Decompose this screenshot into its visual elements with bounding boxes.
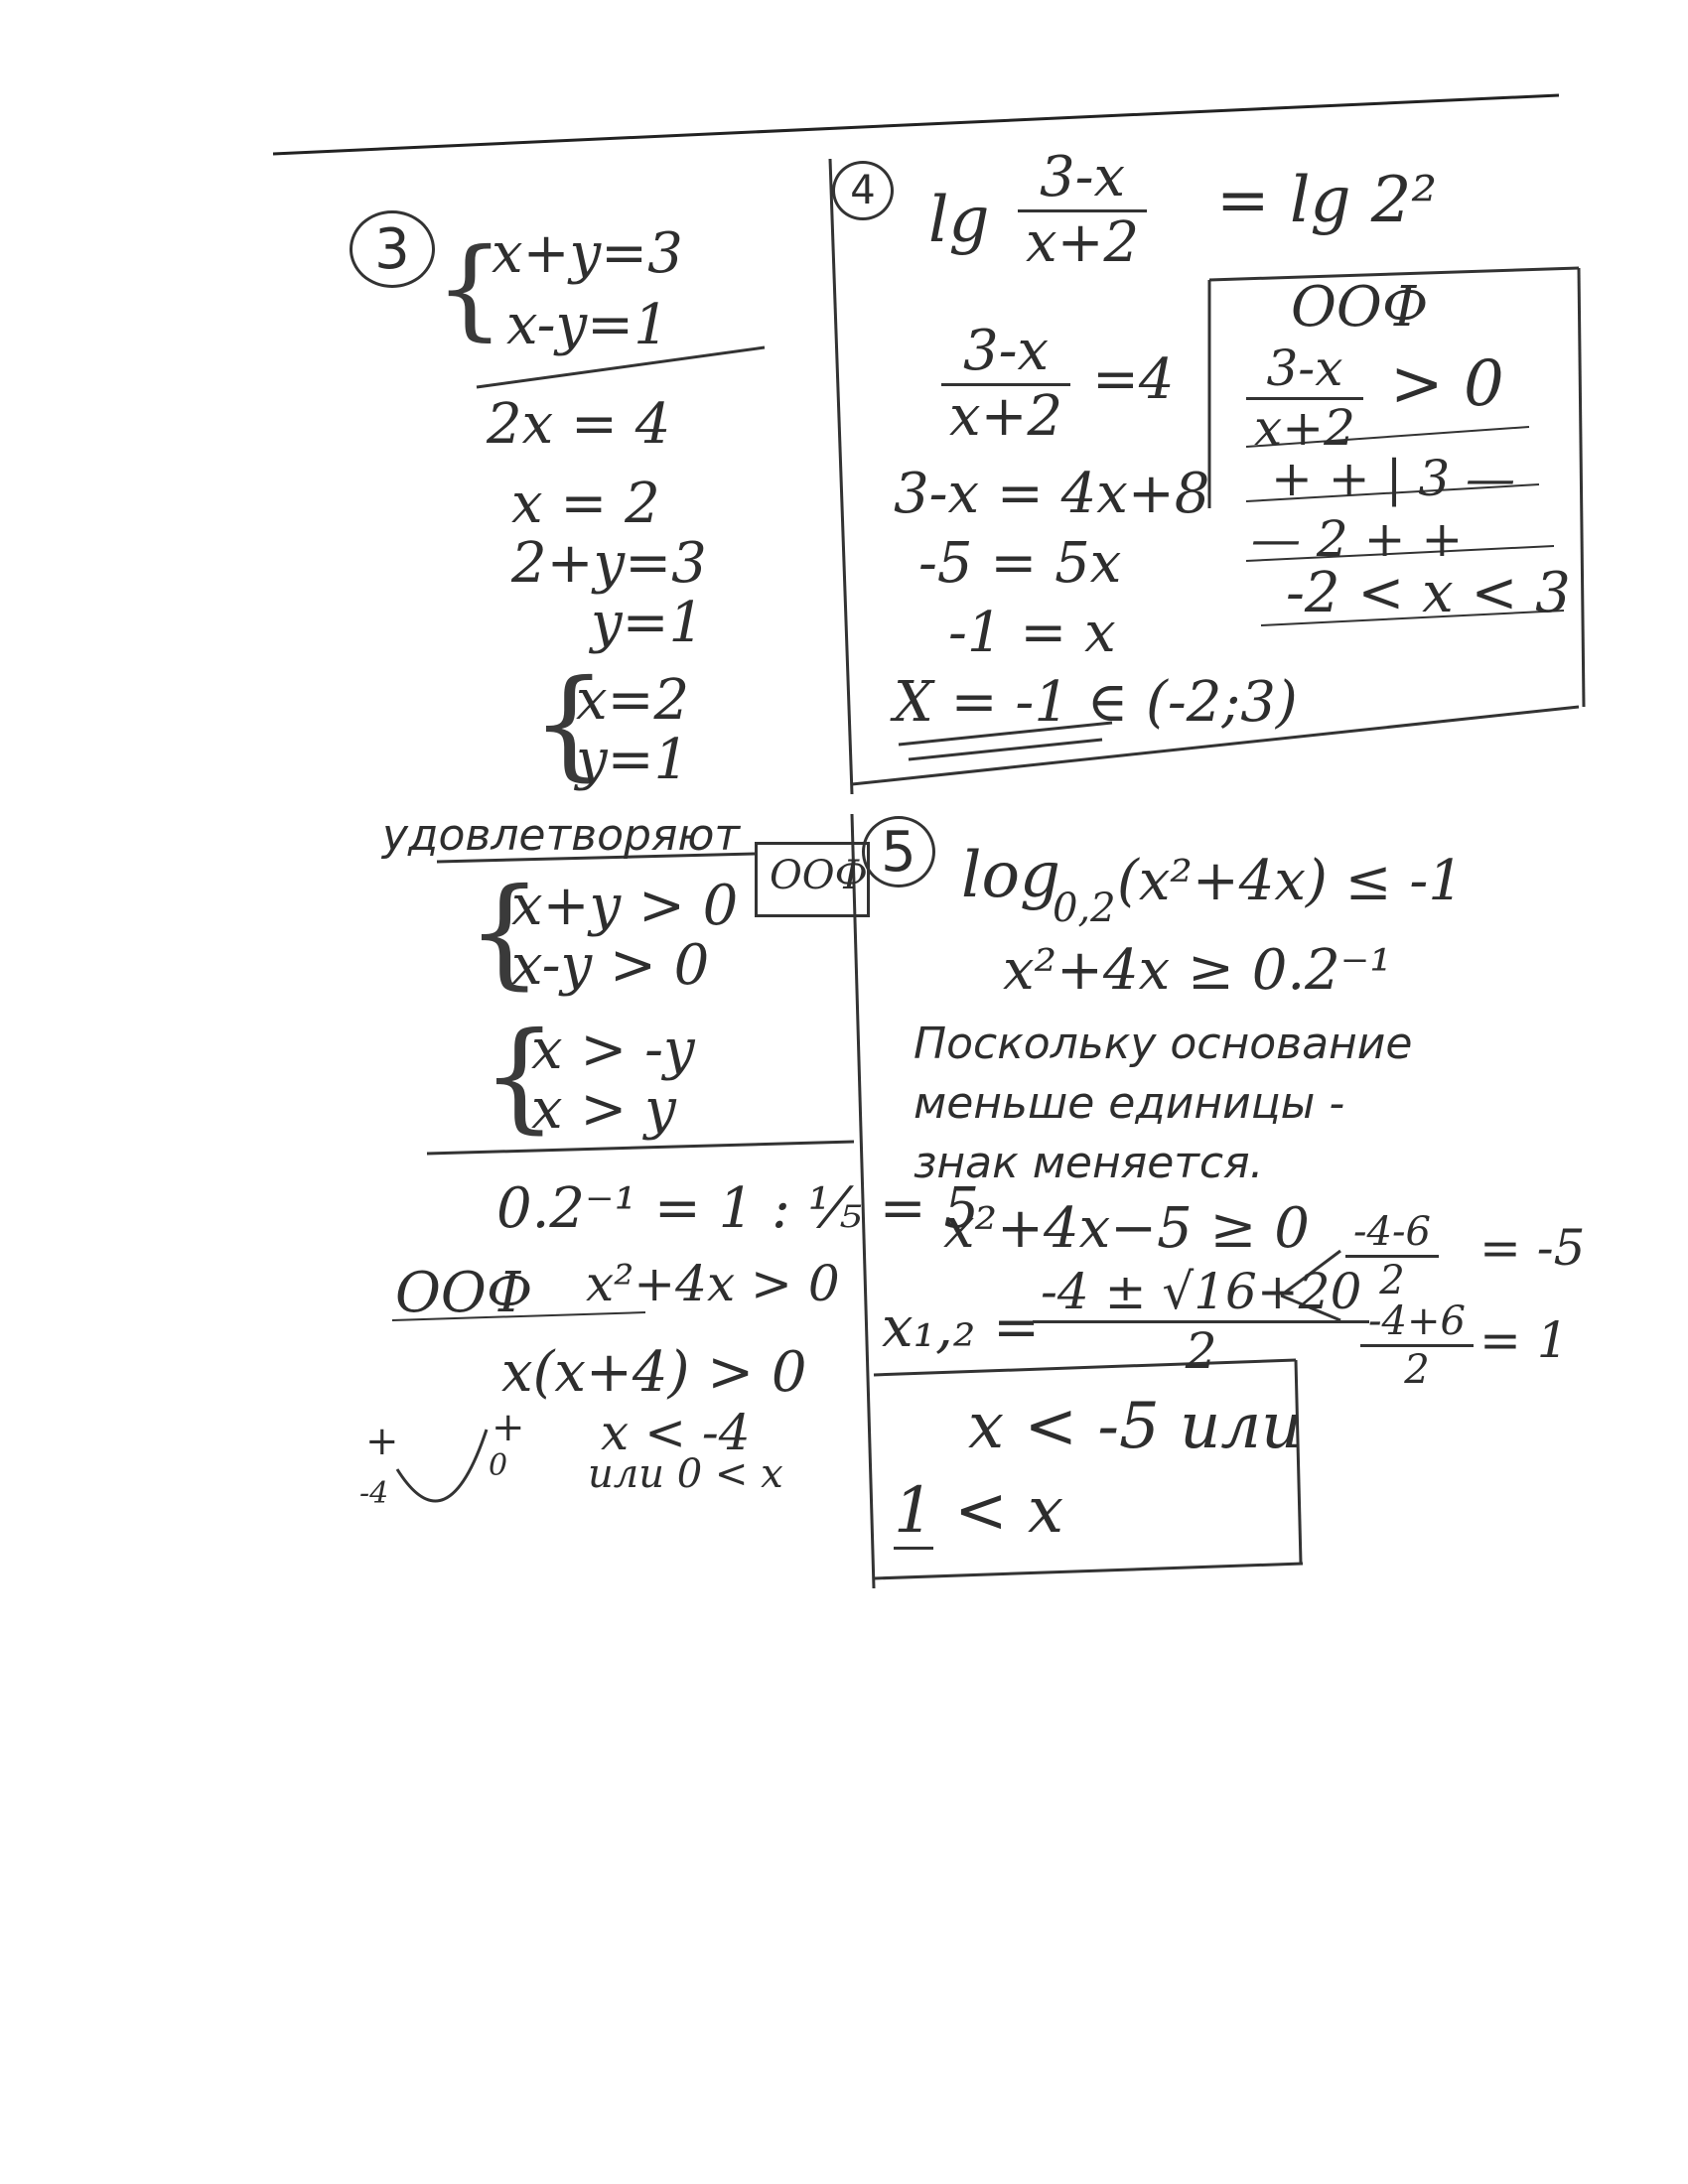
p5-quadratic: x²+4x−5 ≥ 0 — [943, 1196, 1310, 1261]
p4-odf-rhs: > 0 — [1390, 347, 1504, 421]
p5-note-line1: Поскольку основание — [914, 1019, 1413, 1069]
problem-4-badge — [832, 161, 894, 220]
p4-step-denominator: x+2 — [949, 383, 1063, 449]
p5-log: log — [961, 839, 1060, 912]
p3-cond2: x-y > 0 — [511, 933, 710, 998]
p5-note-line3: знак меняется. — [914, 1138, 1264, 1188]
p3-cond1: x+y > 0 — [511, 874, 739, 938]
p5-root1-value: = -5 — [1479, 1219, 1586, 1277]
cond-brace: { — [482, 1008, 558, 1146]
answer-underline — [894, 1547, 933, 1550]
p4-answer: X = -1 ∈ (-2;3) — [894, 670, 1298, 735]
side-factored: x(x+4) > 0 — [501, 1340, 807, 1405]
p4-rhs: = lg 2² — [1216, 164, 1438, 237]
solution-brace: { — [531, 655, 608, 793]
p4-sign-line2: — 2 + + — [1251, 510, 1464, 568]
p3-y: y=1 — [591, 591, 705, 655]
p5-root2-value: = 1 — [1479, 1311, 1569, 1369]
p3-eq1: x+y=3 — [492, 221, 683, 286]
p3-sum: 2x = 4 — [487, 392, 671, 457]
p4-odf-numerator: 3-x — [1266, 340, 1343, 397]
side-power: 0.2⁻¹ = 1 : ⅕ = 5 — [496, 1176, 980, 1241]
p5-inequality: x²+4x ≥ 0.2⁻¹ — [1003, 938, 1392, 1003]
p5-disc-denominator: 2 — [1185, 1321, 1217, 1380]
p4-step-numerator: 3-x — [963, 319, 1050, 383]
p3-ineq2: x > y — [531, 1077, 676, 1142]
problem-3-badge — [350, 210, 435, 288]
p4-step-rhs: =4 — [1092, 347, 1175, 412]
p4-odf-label: ООФ — [1291, 275, 1429, 340]
p4-step2: -5 = 5x — [918, 531, 1122, 596]
p5-root1-fraction — [1345, 1211, 1439, 1301]
p4-range: -2 < x < 3 — [1286, 561, 1571, 625]
odf-brace: { — [467, 864, 543, 1002]
p4-denominator: x+2 — [1026, 209, 1140, 275]
p5-root2-denominator: 2 — [1404, 1347, 1430, 1393]
p4-step-fraction — [941, 319, 1070, 449]
p5-answer-line1: x < -5 или — [968, 1390, 1303, 1463]
p5-root1-denominator: 2 — [1379, 1258, 1405, 1303]
p4-main-fraction — [1018, 145, 1147, 275]
p3-sol-x: x=2 — [576, 668, 690, 733]
p4-odf-denominator: x+2 — [1254, 398, 1355, 457]
p4-sign-line1: + + | 3 — — [1271, 450, 1516, 507]
p5-discriminant-fraction — [1033, 1263, 1369, 1380]
side-odf-label: ООФ — [395, 1261, 533, 1325]
p5-note-line2: меньше единицы - — [914, 1078, 1345, 1129]
p5-log-base: 0,2 — [1053, 886, 1116, 931]
side-result-1: x < -4 — [601, 1404, 751, 1461]
p5-disc-numerator: -4 ± √16+20 — [1041, 1263, 1362, 1320]
side-minus-four: -4 — [359, 1476, 389, 1511]
side-ineq: x²+4x > 0 — [586, 1255, 840, 1312]
p3-x: x = 2 — [511, 472, 660, 536]
p5-root1-numerator: -4-6 — [1353, 1209, 1431, 1255]
p3-sol-y: y=1 — [576, 728, 690, 792]
problem-4-number: 4 — [850, 168, 876, 213]
p3-odf-label: ООФ — [770, 853, 868, 898]
p3-satisfy-label: удовлетворяют — [382, 810, 741, 861]
side-zero: 0 — [489, 1448, 508, 1483]
p4-step1: 3-x = 4x+8 — [894, 462, 1210, 526]
p5-log-argument: (x²+4x) ≤ -1 — [1117, 849, 1464, 913]
system-brace: { — [435, 224, 504, 351]
p4-numerator: 3-x — [1040, 145, 1126, 209]
side-plus-right: + — [492, 1405, 525, 1450]
p4-step3: -1 = x — [948, 601, 1116, 665]
side-plus-left: + — [365, 1419, 399, 1464]
p4-odf-fraction — [1246, 340, 1363, 457]
p5-answer-line2: 1 < x — [894, 1474, 1064, 1548]
problem-5-number: 5 — [881, 819, 916, 885]
p4-lg: lg — [928, 184, 990, 257]
p3-sub: 2+y=3 — [511, 531, 707, 596]
p3-eq2: x-y=1 — [506, 293, 669, 357]
problem-5-badge — [862, 816, 935, 887]
p5-root2-numerator: -4+6 — [1368, 1298, 1466, 1344]
problem-3-number: 3 — [374, 216, 410, 282]
side-result-2: или 0 < x — [588, 1451, 783, 1497]
p3-ineq1: x > -y — [531, 1018, 695, 1082]
p5-root2-fraction — [1360, 1300, 1474, 1391]
p5-roots-label: x₁,₂ = — [882, 1296, 1041, 1360]
